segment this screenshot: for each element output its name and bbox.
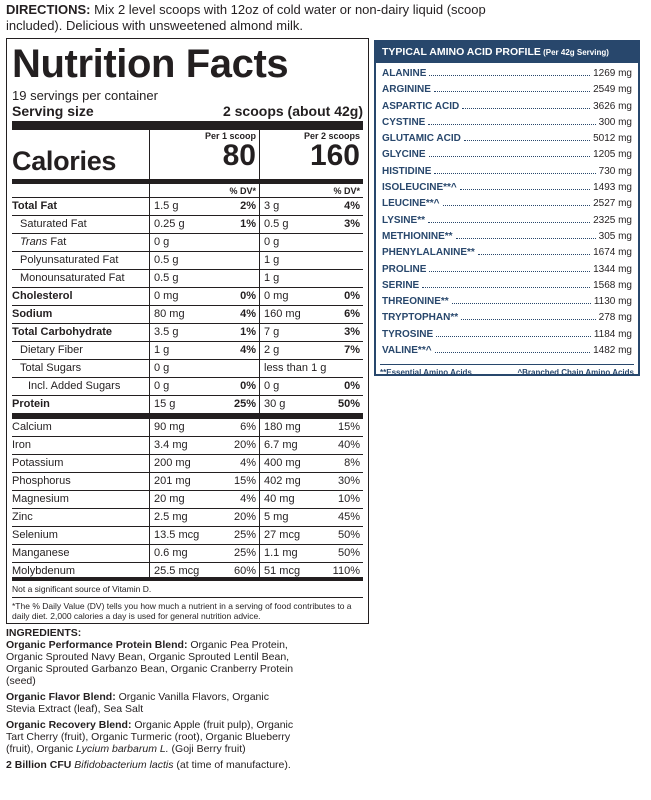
amount: 0.6 mg xyxy=(154,547,188,559)
not-significant-note: Not a significant source of Vitamin D. xyxy=(12,581,363,598)
amino-acid-name: CYSTINE xyxy=(382,116,426,128)
daily-value: 10% xyxy=(337,493,360,505)
nutrient-label: Iron xyxy=(12,439,31,451)
amino-acid-name: GLYCINE xyxy=(382,149,426,161)
nutrient-label: Manganese xyxy=(12,547,70,559)
nutrient-cell xyxy=(149,473,259,490)
nutrient-label: Dietary Fiber xyxy=(20,344,83,356)
amount: 1 g xyxy=(264,272,280,284)
amino-acid-name: PHENYLALANINE** xyxy=(382,247,475,259)
list-item xyxy=(382,214,632,230)
amount: 0.5 g xyxy=(154,272,179,284)
amount: 400 mg xyxy=(264,457,301,469)
daily-value: 1% xyxy=(240,218,256,230)
amino-acid-value: 3626 mg xyxy=(593,100,632,112)
amount: 0 mg xyxy=(264,290,289,302)
table-row xyxy=(12,396,363,419)
calories-block xyxy=(12,130,363,184)
blend-name: Organic Performance Protein Blend: xyxy=(6,639,188,651)
blend-name: 2 Billion CFU xyxy=(6,759,72,771)
list-item xyxy=(382,181,632,197)
list-item xyxy=(382,311,632,327)
nutrient-cell xyxy=(149,306,259,323)
amino-acid-legend xyxy=(380,364,634,377)
list-item xyxy=(382,328,632,344)
nutrient-cell xyxy=(259,509,363,526)
list-item xyxy=(382,197,632,213)
amount: 0 g xyxy=(264,380,280,392)
daily-value: 60% xyxy=(233,565,256,577)
amount: 0.25 g xyxy=(154,218,185,230)
amino-acid-value: 1568 mg xyxy=(593,279,632,291)
blend-text: Organic Vanilla Flavors, Organic Stevia Extract (leaf), Sea Salt xyxy=(6,691,269,715)
leader-dots xyxy=(456,230,596,239)
nutrient-cell xyxy=(149,491,259,508)
amount: 0 g xyxy=(154,236,170,248)
nutrient-cell xyxy=(149,396,259,413)
daily-value: 2% xyxy=(240,200,256,212)
nutrition-facts-panel xyxy=(6,38,369,624)
table-row xyxy=(12,198,363,216)
table-row xyxy=(12,270,363,288)
nutrient-cell xyxy=(259,198,363,215)
daily-value: 20% xyxy=(233,511,256,523)
daily-value: 7% xyxy=(344,344,360,356)
daily-value: 4% xyxy=(240,457,256,469)
nutrient-cell xyxy=(259,288,363,305)
calories-value-1: 80 xyxy=(222,139,256,172)
amount: 51 mcg xyxy=(264,565,301,577)
nutrient-label: Cholesterol xyxy=(12,290,73,302)
table-row xyxy=(12,419,363,437)
leader-dots xyxy=(434,165,595,174)
amount: 2.5 mg xyxy=(154,511,188,523)
nutrient-cell xyxy=(259,396,363,413)
amino-acid-value: 5012 mg xyxy=(593,133,632,145)
nutrient-cell xyxy=(259,545,363,562)
ingredient-blend xyxy=(6,719,296,755)
blend-text: Organic Pea Protein, Organic Sprouted Navy Bean, Organic Sprouted Lentil Bean, Organic Sprouted Garbanzo Bean, Organic Cranberry Protein (seed) xyxy=(6,639,294,687)
ingredients xyxy=(6,627,296,775)
amino-acid-value: 305 mg xyxy=(598,230,632,242)
table-row xyxy=(12,378,363,396)
nutrient-cell xyxy=(149,270,259,287)
amino-acid-name: VALINE**^ xyxy=(382,345,432,357)
blend-name: Organic Recovery Blend: xyxy=(6,719,132,731)
amount: 1 g xyxy=(264,254,280,266)
amount: 0 g xyxy=(154,380,170,392)
leader-dots xyxy=(436,328,591,337)
leader-dots xyxy=(462,100,590,109)
list-item xyxy=(382,116,632,132)
daily-value: 4% xyxy=(344,200,360,212)
table-row xyxy=(12,473,363,491)
amino-acid-name: TRYPTOPHAN** xyxy=(382,312,459,324)
amount: 40 mg xyxy=(264,493,295,505)
amount: 90 mg xyxy=(154,421,185,433)
daily-value: 15% xyxy=(233,475,256,487)
amount: 3.4 mg xyxy=(154,439,188,451)
daily-value: 50% xyxy=(337,398,360,410)
leader-dots xyxy=(428,214,590,223)
daily-value: 8% xyxy=(344,457,360,469)
nutrient-cell xyxy=(149,545,259,562)
legend-bcaa: ^Branched Chain Amino Acids xyxy=(517,368,634,378)
nutrient-label: Total Sugars xyxy=(20,362,82,374)
calories-col-2 xyxy=(259,130,363,179)
dv-footnote: *The % Daily Value (DV) tells you how much a nutrient in a serving of food contributes to a daily diet. 2,000 calories a day is used for general nutrition advice. xyxy=(12,601,352,621)
ingredient-blend xyxy=(6,691,296,715)
nutrient-label: Calcium xyxy=(12,421,52,433)
leader-dots xyxy=(464,132,590,141)
blend-text-2: (at time of manufacture). xyxy=(173,759,291,771)
leader-dots xyxy=(443,197,591,206)
amount: 1.1 mg xyxy=(264,547,298,559)
nutrient-cell xyxy=(259,455,363,472)
dv-head-1: % DV* xyxy=(149,184,259,197)
leader-dots xyxy=(460,181,590,190)
amino-acid-name: LEUCINE**^ xyxy=(382,198,440,210)
leader-dots xyxy=(429,263,590,272)
amount: 15 g xyxy=(154,398,176,410)
amino-acid-title-main: TYPICAL AMINO ACID PROFILE xyxy=(382,46,541,58)
nutrient-cell xyxy=(259,252,363,269)
nutrient-cell xyxy=(149,455,259,472)
table-row xyxy=(12,216,363,234)
amino-acid-value: 1130 mg xyxy=(593,296,632,308)
blend-text-2: (Goji Berry fruit) xyxy=(168,743,246,755)
nutrient-cell xyxy=(259,216,363,233)
nutrient-label: Monounsaturated Fat xyxy=(20,272,125,284)
daily-value: 4% xyxy=(240,344,256,356)
daily-value: 50% xyxy=(337,547,360,559)
amino-acid-value: 1493 mg xyxy=(593,182,632,194)
ingredients-heading: INGREDIENTS: xyxy=(6,627,82,639)
amino-acid-name: ISOLEUCINE**^ xyxy=(382,182,457,194)
nutrient-label: Trans Fat xyxy=(20,236,67,248)
amino-acid-profile xyxy=(374,40,640,376)
amount: 25.5 mcg xyxy=(154,565,200,577)
amino-acid-value: 730 mg xyxy=(598,165,632,177)
leader-dots xyxy=(452,295,591,304)
table-row xyxy=(12,342,363,360)
nutrient-cell xyxy=(149,252,259,269)
daily-value: 4% xyxy=(240,308,256,320)
amino-acid-value: 2527 mg xyxy=(593,198,632,210)
amount: less than 1 g xyxy=(264,362,327,374)
list-item xyxy=(382,230,632,246)
mineral-rows xyxy=(12,419,363,581)
nutrient-cell xyxy=(259,527,363,544)
daily-value: 25% xyxy=(233,547,256,559)
amino-acid-name: ARGININE xyxy=(382,84,431,96)
nutrient-cell xyxy=(259,437,363,454)
daily-value: 6% xyxy=(240,421,256,433)
nutrient-cell xyxy=(149,234,259,251)
amount: 0 mg xyxy=(154,290,179,302)
list-item xyxy=(382,83,632,99)
nutrient-cell xyxy=(259,473,363,490)
amino-acid-name: PROLINE xyxy=(382,263,427,275)
amount: 180 mg xyxy=(264,421,301,433)
daily-value: 1% xyxy=(240,326,256,338)
table-row xyxy=(12,324,363,342)
amount: 201 mg xyxy=(154,475,191,487)
nutrient-label: Zinc xyxy=(12,511,33,523)
nutrient-cell xyxy=(259,378,363,395)
nutrient-cell xyxy=(149,342,259,359)
daily-value: 50% xyxy=(337,529,360,541)
amino-acid-value: 2325 mg xyxy=(593,214,632,226)
nutrient-label: Sodium xyxy=(12,308,53,320)
table-row xyxy=(12,360,363,378)
daily-value: 0% xyxy=(344,290,360,302)
amino-acid-value: 2549 mg xyxy=(593,84,632,96)
daily-value: 3% xyxy=(344,218,360,230)
nutrient-label: Total Fat xyxy=(12,200,58,212)
table-row xyxy=(12,545,363,563)
daily-value: 0% xyxy=(344,380,360,392)
list-item xyxy=(382,246,632,262)
nutrient-cell xyxy=(259,234,363,251)
amino-acid-value: 300 mg xyxy=(598,116,632,128)
amount: 0 g xyxy=(154,362,170,374)
amount: 27 mcg xyxy=(264,529,301,541)
nutrient-cell xyxy=(149,324,259,341)
amino-acid-value: 1344 mg xyxy=(593,263,632,275)
leader-dots xyxy=(429,67,590,76)
daily-value: 4% xyxy=(240,493,256,505)
amount: 1.5 g xyxy=(154,200,179,212)
amino-acid-value: 278 mg xyxy=(598,312,632,324)
serving-size-value: 2 scoops (about 42g) xyxy=(222,103,363,119)
amount: 2 g xyxy=(264,344,280,356)
amount: 7 g xyxy=(264,326,280,338)
daily-value: 0% xyxy=(240,290,256,302)
table-row xyxy=(12,288,363,306)
ingredient-blend xyxy=(6,639,296,687)
nutrient-cell xyxy=(149,378,259,395)
nutrient-label: Saturated Fat xyxy=(20,218,87,230)
nutrient-label: Protein xyxy=(12,398,50,410)
daily-value: 3% xyxy=(344,326,360,338)
blend-name: Organic Flavor Blend: xyxy=(6,691,116,703)
amount: 5 mg xyxy=(264,511,289,523)
amino-acid-value: 1482 mg xyxy=(593,345,632,357)
directions-text: Mix 2 level scoops with 12oz of cold water or non-dairy liquid (scoop included). Delicious with unsweetened almond milk. xyxy=(6,2,486,33)
amino-acid-title xyxy=(376,42,638,63)
servings-per-container: 19 servings per container xyxy=(12,88,158,103)
amount: 3 g xyxy=(264,200,280,212)
table-row xyxy=(12,252,363,270)
daily-value: 15% xyxy=(337,421,360,433)
daily-value: 40% xyxy=(337,439,360,451)
table-row xyxy=(12,491,363,509)
nutrient-cell xyxy=(259,419,363,436)
table-row xyxy=(12,306,363,324)
amino-acid-title-sub: (Per 42g Serving) xyxy=(540,48,609,57)
nutrient-cell xyxy=(259,491,363,508)
nutrient-cell xyxy=(149,419,259,436)
amino-acid-value: 1184 mg xyxy=(593,328,632,340)
nutrient-label: Polyunsaturated Fat xyxy=(20,254,119,266)
col-1-head: Per 1 scoop xyxy=(204,131,256,141)
amino-acid-name: GLUTAMIC ACID xyxy=(382,133,461,145)
daily-value: 6% xyxy=(344,308,360,320)
daily-value: 0% xyxy=(240,380,256,392)
nutrient-label: Phosphorus xyxy=(12,475,71,487)
amount: 3.5 g xyxy=(154,326,179,338)
blend-italic: Bifidobacterium lactis xyxy=(74,759,174,771)
leader-dots xyxy=(429,148,591,157)
nutrient-cell xyxy=(149,527,259,544)
nutrient-cell xyxy=(259,306,363,323)
serving-size xyxy=(12,103,363,130)
directions-label: DIRECTIONS: xyxy=(6,2,91,17)
nutrient-cell xyxy=(259,563,363,577)
dv-head-2: % DV* xyxy=(259,184,363,197)
list-item xyxy=(382,132,632,148)
list-item xyxy=(382,295,632,311)
amount: 0.5 g xyxy=(154,254,179,266)
daily-value: 25% xyxy=(233,529,256,541)
nutrient-cell xyxy=(259,324,363,341)
amount: 160 mg xyxy=(264,308,301,320)
amino-acid-value: 1205 mg xyxy=(593,149,632,161)
amount: 200 mg xyxy=(154,457,191,469)
amino-acid-name: METHIONINE** xyxy=(382,230,453,242)
calories-value-2: 160 xyxy=(309,139,360,172)
amino-acid-name: HISTIDINE xyxy=(382,165,432,177)
list-item xyxy=(382,165,632,181)
amino-acid-name: TYROSINE xyxy=(382,328,434,340)
amount: 402 mg xyxy=(264,475,301,487)
list-item xyxy=(382,148,632,164)
amount: 80 mg xyxy=(154,308,185,320)
nutrient-label: Total Carbohydrate xyxy=(12,326,113,338)
calories-col-1 xyxy=(149,130,259,179)
daily-value: 45% xyxy=(337,511,360,523)
table-row xyxy=(12,455,363,473)
amount: 6.7 mg xyxy=(264,439,298,451)
nutrient-cell xyxy=(149,509,259,526)
leader-dots xyxy=(428,116,595,125)
serving-size-label: Serving size xyxy=(12,103,94,119)
amount: 0 g xyxy=(264,236,280,248)
amino-acid-name: LYSINE** xyxy=(382,214,425,226)
calories-label: Calories xyxy=(12,146,117,176)
nutrient-label: Incl. Added Sugars xyxy=(28,380,121,392)
amino-acid-name: ASPARTIC ACID xyxy=(382,100,460,112)
list-item xyxy=(382,100,632,116)
leader-dots xyxy=(434,83,590,92)
table-row xyxy=(12,234,363,252)
nutrient-cell xyxy=(149,437,259,454)
daily-value: 20% xyxy=(233,439,256,451)
legend-essential: **Essential Amino Acids xyxy=(380,368,472,378)
nutrient-cell xyxy=(149,198,259,215)
table-row xyxy=(12,509,363,527)
nutrient-label: Molybdenum xyxy=(12,565,75,577)
nutrient-label: Magnesium xyxy=(12,493,69,505)
table-row xyxy=(12,437,363,455)
list-item xyxy=(382,279,632,295)
list-item xyxy=(382,67,632,83)
leader-dots xyxy=(422,279,590,288)
nutrient-label: Potassium xyxy=(12,457,64,469)
list-item xyxy=(382,263,632,279)
nutrient-cell xyxy=(149,360,259,377)
ingredient-blend xyxy=(6,759,296,771)
nutrition-facts-title: Nutrition Facts xyxy=(12,42,289,86)
leader-dots xyxy=(478,246,590,255)
nutrient-cell xyxy=(149,288,259,305)
amino-acid-name: ALANINE xyxy=(382,68,427,79)
blend-italic: Lycium barbarum L. xyxy=(76,743,169,755)
nutrient-cell xyxy=(149,216,259,233)
daily-value: 110% xyxy=(332,565,360,577)
list-item xyxy=(382,344,632,360)
table-row xyxy=(12,563,363,581)
daily-value: 30% xyxy=(337,475,360,487)
nutrient-cell xyxy=(259,270,363,287)
blend-text: Organic Apple (fruit pulp), Organic Tart Cherry (fruit), Organic Turmeric (root), Organic Blueberry (fruit), Organic xyxy=(6,719,294,755)
daily-value: 25% xyxy=(233,398,256,410)
amount: 0.5 g xyxy=(264,218,289,230)
nutrient-label: Selenium xyxy=(12,529,58,541)
amino-acid-list xyxy=(376,63,638,360)
amount: 1 g xyxy=(154,344,170,356)
ingredients-list xyxy=(6,639,296,771)
leader-dots xyxy=(435,344,591,353)
leader-dots xyxy=(461,311,596,320)
dv-header xyxy=(12,184,363,198)
amount: 30 g xyxy=(264,398,286,410)
col-2-head: Per 2 scoops xyxy=(303,131,360,141)
amino-acid-value: 1674 mg xyxy=(593,247,632,259)
table-row xyxy=(12,527,363,545)
nutrient-rows xyxy=(12,198,363,419)
amount: 20 mg xyxy=(154,493,185,505)
nutrient-cell xyxy=(259,342,363,359)
amino-acid-name: THREONINE** xyxy=(382,296,449,308)
amount: 13.5 mcg xyxy=(154,529,200,541)
amino-acid-value: 1269 mg xyxy=(593,68,632,79)
directions xyxy=(6,2,526,34)
amino-acid-name: SERINE xyxy=(382,279,420,291)
nutrient-cell xyxy=(149,563,259,577)
nutrient-cell xyxy=(259,360,363,377)
